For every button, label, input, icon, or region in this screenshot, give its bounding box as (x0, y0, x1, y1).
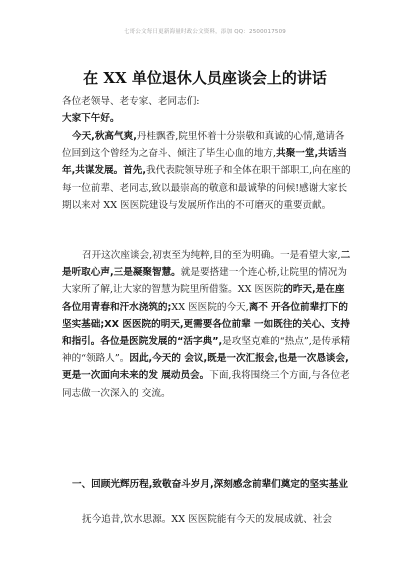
emphasis-text: 的昨天,是在座各位用青春和汗水浇筑的; (62, 284, 345, 313)
emphasis-text: 更是一次面向未来的发 展动员会。 (62, 370, 210, 382)
emphasis-text: 离不 开各位前辈打下的坚实基础;XX 医医院的明天,更需要各位前辈 一如既往的关心、支持和指引。各位是医院发展的“活字典”, (62, 301, 350, 348)
paragraph-purpose (62, 247, 354, 402)
salutation: 各位老领导、老专家、老同志们: (62, 96, 200, 107)
paragraph-text: XX 医医院的今天, (171, 301, 249, 313)
paragraph-text: 丹桂飘香,院里怀着十分崇敬和真诚的心情,邀请各位回到这个曾经为之奋斗、倾注了毕生心血的地方, (62, 131, 345, 160)
header-note: 七哥公文每日更新海量时政公文资料，添加 QQ：2500017509 (123, 29, 286, 35)
emphasis-text: 共聚一堂,共话当年,共谋发展。 (62, 148, 347, 177)
paragraph-text: 我代表院领导班子和全体在职干部职工,向在座的每一位前辈、老同志,致以最崇高的敬意和最诚挚的问候!感谢大家长期以来对 XX 医医院建设与发展所作出的不可磨灭的重要贡献。 (62, 165, 351, 211)
greeting: 大家下午好。 (62, 113, 120, 124)
paragraph-review: 抚今追昔,饮水思源。XX 医医院能有今天的发展成就、社会 (82, 514, 333, 525)
paragraph-text: 就是要搭建一个连心桥,让院里的情况为大家所了解,让大家的智慧为院里所借鉴。XX 医医院 (62, 267, 347, 296)
emphasis-text: 因此,今天的 会议,既是一次汇报会,也是一次恳谈会, (129, 353, 349, 365)
page-title: 在 XX 单位退休人员座谈会上的讲话 (83, 69, 327, 87)
emphasis-text: 二是听取心声,三是凝聚智慧。 (62, 250, 351, 279)
paragraph-text: 是攻坚克难的“热点”,是传承精神的“领路人”。 (62, 336, 351, 365)
paragraph-text: 下面,我将围绕三个方面,与各位老同志做一次深入的 交流。 (62, 370, 350, 399)
emphasis-text: 今天,秋高气爽, (72, 131, 137, 142)
emphasis-text: 首先, (123, 165, 147, 177)
section-heading: 一、回顾光辉历程,致敬奋斗岁月,深刻感念前辈们奠定的坚实基业 (72, 479, 348, 490)
paragraph-opening (62, 128, 354, 214)
paragraph-text: 召开这次座谈会,初衷至为纯粹,目的至为明确。一是看望大家, (82, 250, 341, 261)
